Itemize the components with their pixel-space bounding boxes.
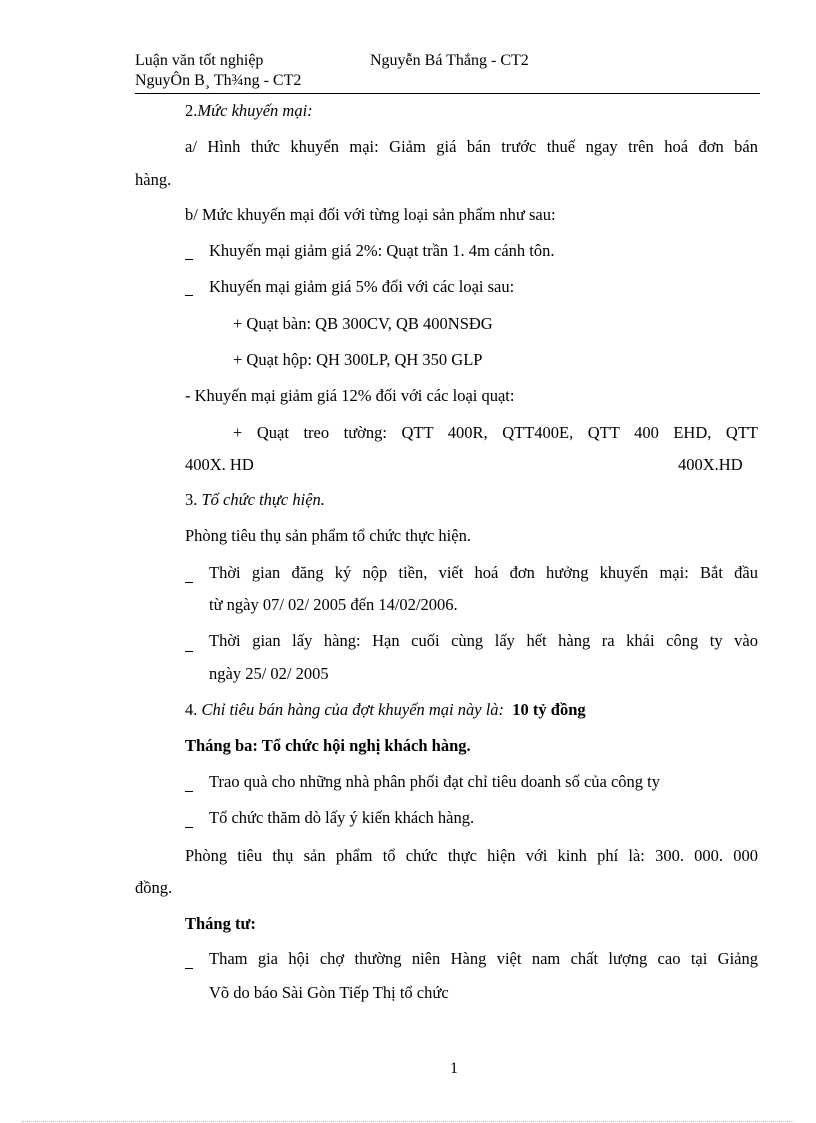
april-heading: Tháng tư: <box>185 914 256 933</box>
para-b: b/ Mức khuyến mại đối với từng loại sản phẩm như sau: <box>185 205 556 224</box>
section-4-title: Chỉ tiêu bán hàng của đợt khuyến mại này là: <box>201 700 505 719</box>
bullet-7-line1: Tham gia hội chợ thường niên Hàng việt nam chất lượng cao tại Giảng <box>209 949 758 968</box>
bullet-dash-6 <box>185 827 193 828</box>
bullet-4-line2: ngày 25/ 02/ 2005 <box>209 664 329 683</box>
cost-line2: đồng. <box>135 878 173 897</box>
bullet-dash-3 <box>185 582 193 583</box>
section-3-paragraph: Phòng tiêu thụ sản phẩm tổ chức thực hiện. <box>185 526 471 545</box>
bullet-7-line2: Võ do báo Sài Gòn Tiếp Thị tổ chức <box>209 983 449 1002</box>
bullet-dash-2 <box>185 295 193 296</box>
header-rule <box>135 93 760 94</box>
page-number: 1 <box>450 1060 458 1077</box>
section-2-heading <box>185 101 313 121</box>
section-4-value: 10 tỷ đồng <box>512 700 586 719</box>
bullet-3-line1: Thời gian đăng ký nộp tiền, viết hoá đơn hưởng khuyến mại: Bắt đầu <box>209 563 758 582</box>
bullet-4-line1: Thời gian lấy hàng: Hạn cuối cùng lấy hết hàng ra khái công ty vào <box>209 631 758 650</box>
sub-item-2: + Quạt hộp: QH 300LP, QH 350 GLP <box>233 350 483 369</box>
section-3-heading <box>185 490 325 510</box>
bullet-dash-1 <box>185 259 193 260</box>
sub-item-3-line2-left: 400X. HD <box>185 455 254 474</box>
bullet-dash-4 <box>185 651 193 652</box>
cost-line1: Phòng tiêu thụ sản phẩm tổ chức thực hiện với kinh phí là: 300. 000. 000 <box>185 846 758 865</box>
dash-12-percent: - Khuyến mại giảm giá 12% đối với các loại quạt: <box>185 386 515 405</box>
bullet-dash-5 <box>185 791 193 792</box>
bullet-2: Khuyến mại giảm giá 5% đối với các loại sau: <box>209 277 515 296</box>
section-4-heading <box>185 700 586 720</box>
para-a-line2: hàng. <box>135 170 172 189</box>
section-2-title: Mức khuyến mại: <box>197 101 313 120</box>
bullet-5: Trao quà cho những nhà phân phối đạt chỉ tiêu doanh số của công ty <box>209 772 660 791</box>
section-3-number: 3. <box>185 490 198 509</box>
header-author-garbled: NguyÔn B¸ Th¾ng - CT2 <box>135 72 302 89</box>
sub-item-3-line2-right: 400X.HD <box>678 455 743 474</box>
header-thesis-title: Luận văn tốt nghiệp <box>135 52 264 69</box>
bullet-6: Tổ chức thăm dò lấy ý kiến khách hàng. <box>209 808 475 827</box>
header-author: Nguyễn Bá Thắng - CT2 <box>370 52 529 69</box>
section-4-number: 4. <box>185 700 198 719</box>
section-3-title: Tổ chức thực hiện. <box>201 490 325 509</box>
page-bottom-divider <box>22 1121 794 1122</box>
bullet-dash-7 <box>185 968 193 969</box>
sub-item-1: + Quạt bàn: QB 300CV, QB 400NSĐG <box>233 314 493 333</box>
bullet-1: Khuyến mại giảm giá 2%: Quạt trần 1. 4m cánh tôn. <box>209 241 555 260</box>
para-a-line1: a/ Hình thức khuyến mại: Giảm giá bán trước thuế ngay trên hoá đơn bán <box>185 137 758 156</box>
bullet-3-line2: từ ngày 07/ 02/ 2005 đến 14/02/2006. <box>209 595 458 614</box>
sub-item-3-line1: + Quạt treo tường: QTT 400R, QTT400E, QTT 400 EHD, QTT <box>233 423 758 442</box>
section-2-number: 2. <box>185 101 198 120</box>
march-heading: Tháng ba: Tổ chức hội nghị khách hàng. <box>185 736 471 755</box>
